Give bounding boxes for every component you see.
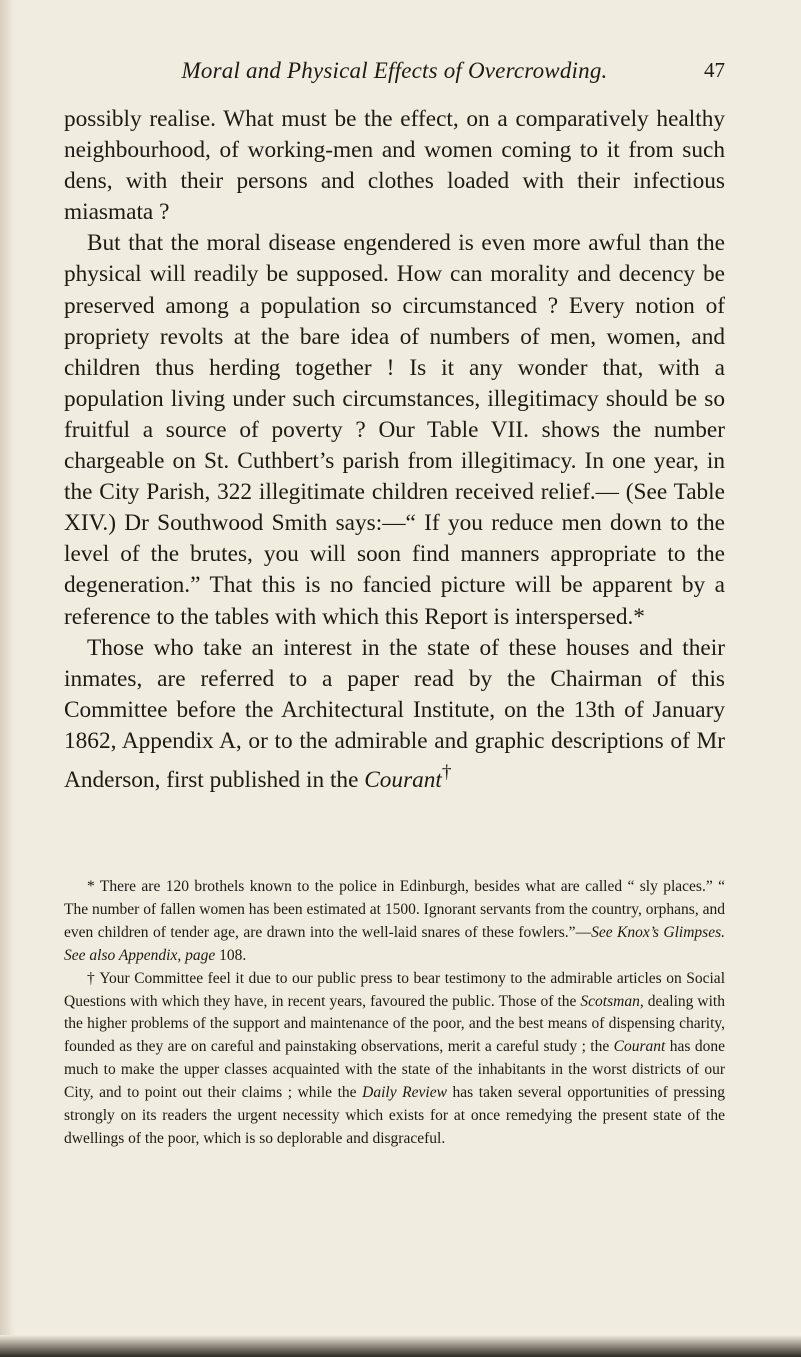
scotsman-title: Scotsman, (580, 992, 644, 1010)
paragraph-continuation: possibly realise. What must be the effect, on a comparatively healthy neighbourhood, of working-men and women coming to it from such dens, with their persons and clothes loaded with their infectious miasmata ? (64, 106, 725, 226)
footnote-brothels-page: 108. (215, 946, 247, 964)
footnote-press-text-b: dealing with the higher problems of the support and maintenance of the poor, and the best means of dispensing charity, founded as they are on careful and painstaking observations, merit a careful study ; the (64, 992, 725, 1056)
running-head: Moral and Physical Effects of Overcrowding. (181, 58, 608, 83)
page-number: 47 (704, 58, 725, 82)
paragraph-moral-disease: But that the moral disease engendered is even more awful than the physical will readily be supposed. How can morality and decency be preserved among a population so circumstanced ? Every notion of propriety revolts at the bare idea of numbers of men, women, and children thus herding together ! Is it any wonder that, with a population living under such circumstances, illegitimacy should be so fruitful a source of poverty ? Our Table VII. shows the number chargeable on St. Cuthbert’s parish from illegitimacy. In one year, in the City Parish, 322 illegitimate children received relief.— (See Table XIV.) Dr Southwood Smith says:—“ If you reduce men down to the level of the brutes, you will soon find manners appropriate to the degeneration.” That this is no fancied picture will be apparent by a reference to the tables with which this Report is interspersed.* (64, 230, 725, 630)
footnote-press-text-c: has done much to make the upper classes acquainted with the state of the inhabitants in the worst districts of our City, and to point out their claims ; while the (64, 1038, 725, 1102)
page-header (64, 58, 725, 94)
footnotes (64, 876, 725, 1151)
page-gutter-shadow (0, 0, 16, 1357)
footnote-press-text-d: has taken several opportunities of pressing strongly on its readers the urgent necessity which exists for at once remedying the present state of the dwellings of the poor, which is so deplorable and disgraceful. (64, 1084, 725, 1147)
page-bottom-edge (0, 1335, 801, 1357)
footnote-brothels (64, 876, 725, 968)
paragraph-inmates (64, 633, 725, 796)
footnote-brothels-reference: See Knox’s Glimpses. See also Appendix, page (64, 923, 725, 964)
footnote-brothels-text: * There are 120 brothels known to the police in Edinburgh, besides what are called “ sly places.” “ The number of fallen women has been estimated at 1500. Ignorant servants from the country, orphans, and even children of tender age, are drawn into the well-laid snares of these fowlers.”— (64, 878, 725, 941)
footnote-mark-dagger: † (441, 761, 452, 783)
body-text (64, 104, 725, 796)
footnote-press (64, 968, 725, 1151)
daily-review-title: Daily Review (362, 1084, 447, 1102)
footnote-press-text-a: † Your Committee feel it due to our public press to bear testimony to the admirable articles on Social Questions with which they have, in recent years, favoured the public. Those of the (64, 969, 725, 1010)
courant-title-footnote: Courant (613, 1038, 666, 1056)
paragraph-inmates-text: Those who take an interest in the state of these houses and their inmates, are referred to a paper read by the Chairman of this Committee before the Architectural Institute, on the 13th of January 1862, Appendix A, or to the admirable and graphic descriptions of Mr Anderson, first published in the (64, 634, 725, 793)
courant-title: Courant (364, 766, 442, 793)
